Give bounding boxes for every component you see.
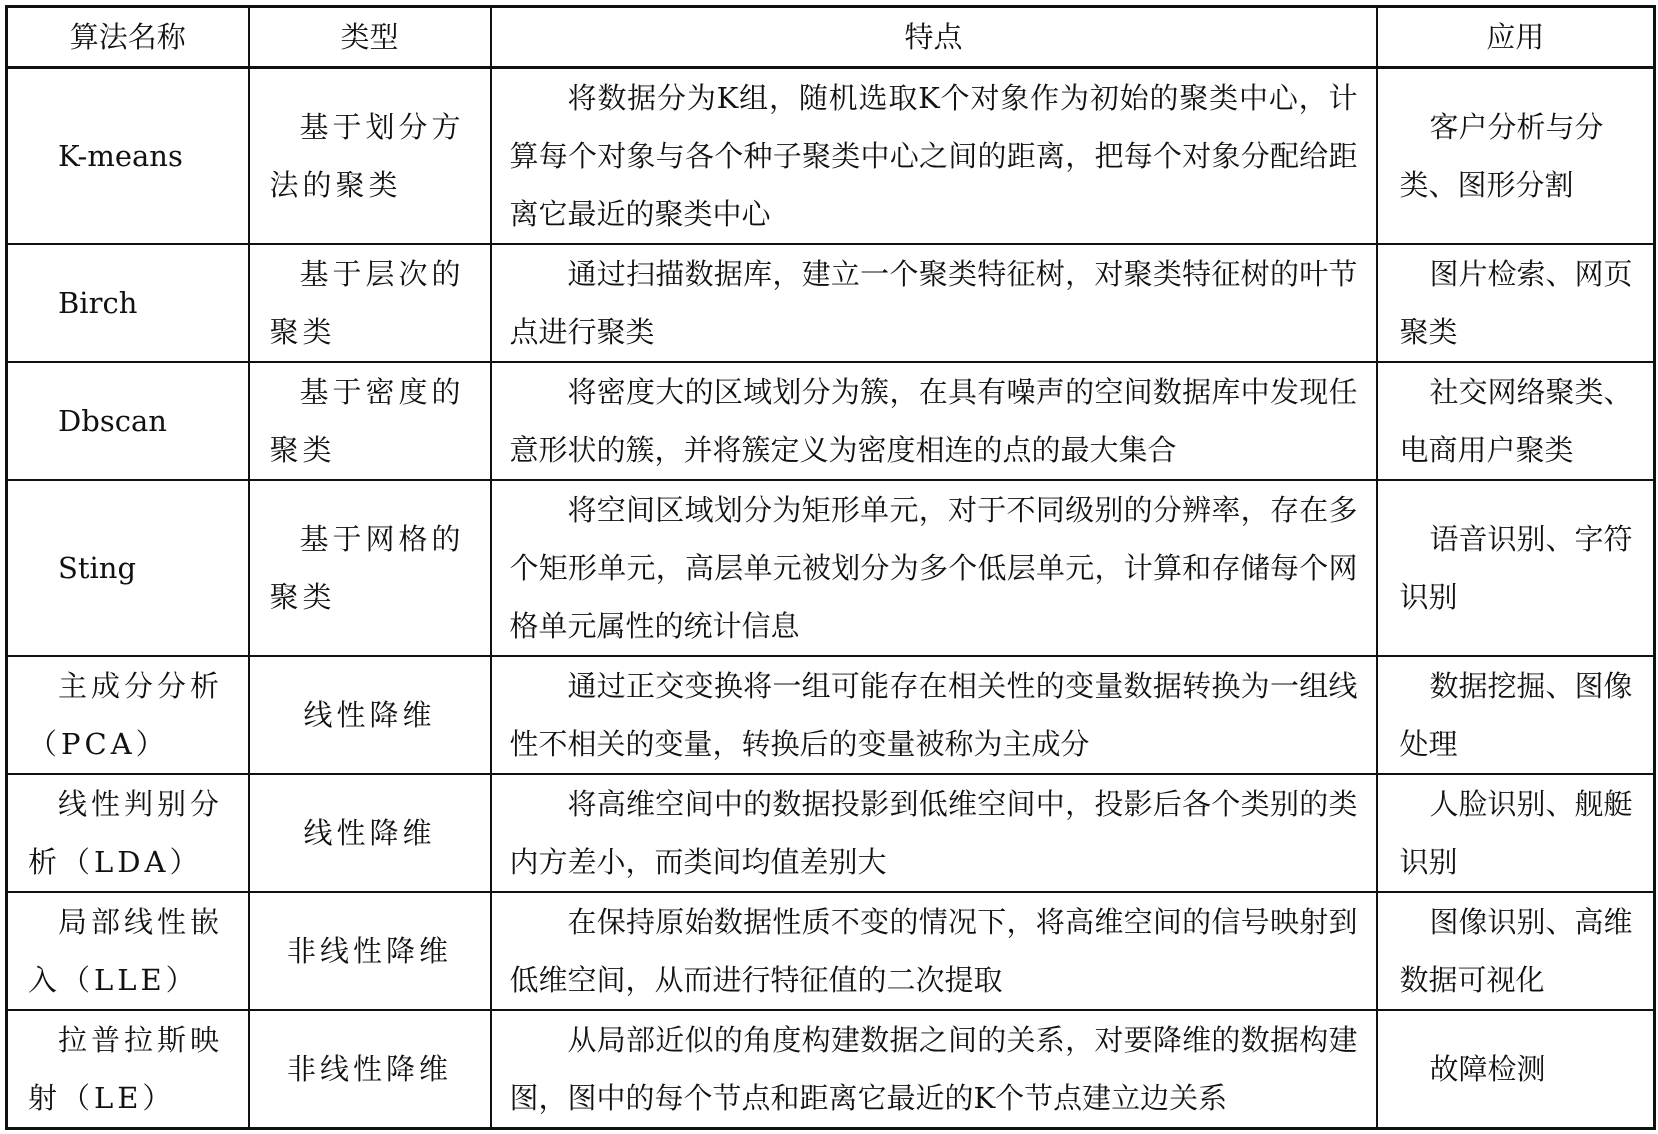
cell-features: 将高维空间中的数据投影到低维空间中，投影后各个类别的类内方差小，而类间均值差别大	[491, 774, 1377, 892]
cell-application: 客户分析与分类、图形分割	[1377, 68, 1655, 245]
table-row	[7, 774, 1655, 892]
cell-type: 非线性降维	[249, 1010, 491, 1129]
table-row	[7, 244, 1655, 362]
cell-features: 从局部近似的角度构建数据之间的关系，对要降维的数据构建图，图中的每个节点和距离它最近的K个节点建立边关系	[491, 1010, 1377, 1129]
cell-application: 社交网络聚类、电商用户聚类	[1377, 362, 1655, 480]
cell-name: K-means	[7, 68, 249, 245]
cell-application: 人脸识别、舰艇识别	[1377, 774, 1655, 892]
cell-type: 基于密度的聚类	[249, 362, 491, 480]
cell-type: 基于划分方法的聚类	[249, 68, 491, 245]
cell-application: 图像识别、高维数据可视化	[1377, 892, 1655, 1010]
cell-features: 在保持原始数据性质不变的情况下，将高维空间的信号映射到低维空间，从而进行特征值的二次提取	[491, 892, 1377, 1010]
header-application: 应用	[1377, 7, 1655, 68]
cell-application: 图片检索、网页聚类	[1377, 244, 1655, 362]
table-row	[7, 68, 1655, 245]
cell-features: 通过扫描数据库，建立一个聚类特征树，对聚类特征树的叶节点进行聚类	[491, 244, 1377, 362]
cell-name: 线性判别分析（LDA）	[7, 774, 249, 892]
table-row	[7, 656, 1655, 774]
header-features: 特点	[491, 7, 1377, 68]
cell-type: 线性降维	[249, 656, 491, 774]
cell-features: 将空间区域划分为矩形单元，对于不同级别的分辨率，存在多个矩形单元，高层单元被划分为多个低层单元，计算和存储每个网格单元属性的统计信息	[491, 480, 1377, 656]
header-name: 算法名称	[7, 7, 249, 68]
table-row	[7, 1010, 1655, 1129]
table-row	[7, 480, 1655, 656]
cell-name: Sting	[7, 480, 249, 656]
table-row	[7, 892, 1655, 1010]
cell-name: 主成分分析（PCA）	[7, 656, 249, 774]
cell-name: 局部线性嵌入（LLE）	[7, 892, 249, 1010]
cell-type: 基于网格的聚类	[249, 480, 491, 656]
cell-name: 拉普拉斯映射（LE）	[7, 1010, 249, 1129]
cell-type: 线性降维	[249, 774, 491, 892]
cell-application: 数据挖掘、图像处理	[1377, 656, 1655, 774]
table-header-row	[7, 7, 1655, 68]
cell-type: 非线性降维	[249, 892, 491, 1010]
cell-features: 通过正交变换将一组可能存在相关性的变量数据转换为一组线性不相关的变量，转换后的变量被称为主成分	[491, 656, 1377, 774]
cell-application: 语音识别、字符识别	[1377, 480, 1655, 656]
table-row	[7, 362, 1655, 480]
cell-name: Birch	[7, 244, 249, 362]
cell-type: 基于层次的聚类	[249, 244, 491, 362]
algorithm-table	[5, 5, 1656, 1130]
header-type: 类型	[249, 7, 491, 68]
algorithm-table-container	[5, 5, 1653, 1129]
cell-features: 将数据分为K组，随机选取K个对象作为初始的聚类中心，计算每个对象与各个种子聚类中心之间的距离，把每个对象分配给距离它最近的聚类中心	[491, 68, 1377, 245]
cell-application: 故障检测	[1377, 1010, 1655, 1129]
cell-features: 将密度大的区域划分为簇，在具有噪声的空间数据库中发现任意形状的簇，并将簇定义为密度相连的点的最大集合	[491, 362, 1377, 480]
cell-name: Dbscan	[7, 362, 249, 480]
